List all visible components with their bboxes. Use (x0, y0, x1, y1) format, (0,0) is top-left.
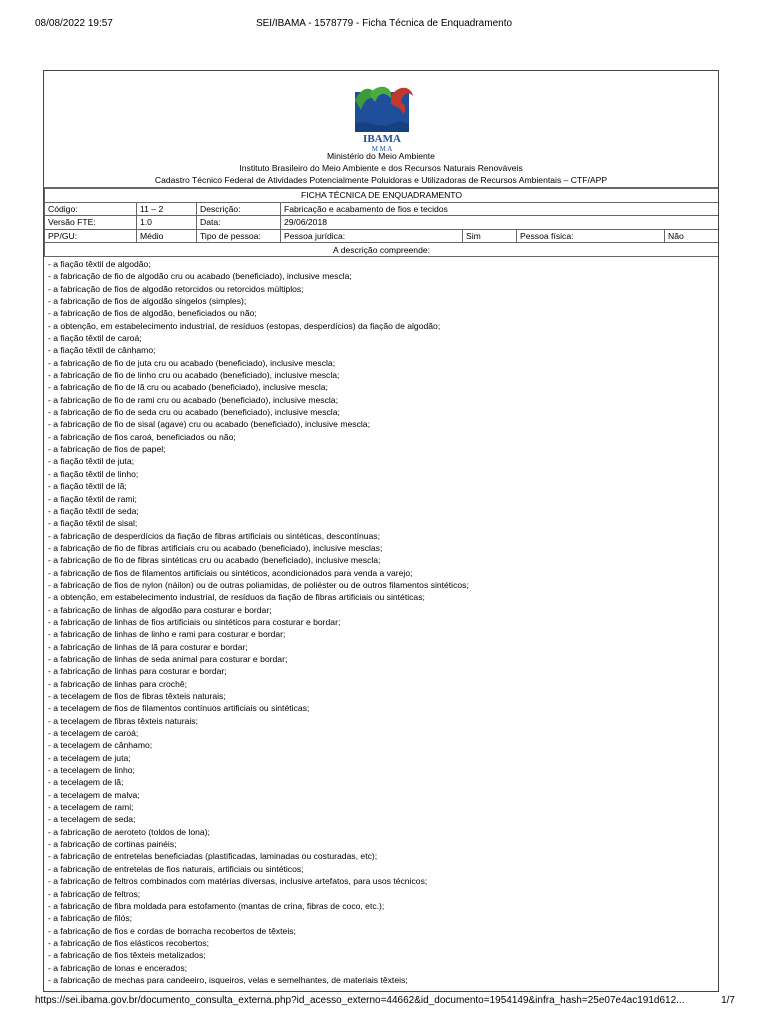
ppgu-value: Médio (137, 229, 197, 243)
print-header (0, 0, 768, 40)
data-value: 29/06/2018 (281, 216, 719, 230)
institute-line: Instituto Brasileiro do Meio Ambiente e dos Recursos Naturais Renováveis (239, 163, 523, 174)
list-item: - a fabricação de fios têxteis metalizados; (48, 950, 206, 961)
list-item: - a fabricação de entretelas de fios naturais, artificiais ou sintéticos; (48, 863, 304, 874)
list-item: - a tecelagem de seda; (48, 814, 136, 825)
list-item: - a fabricação de desperdícios da fiação de fibras artificiais ou sintéticas, descontínuas; (48, 530, 380, 541)
list-item: - a tecelagem de fios de filamentos contínuos artificiais ou sintéticas; (48, 703, 310, 714)
list-item: - a fabricação de lonas e encerados; (48, 962, 188, 973)
list-item: - a fabricação de fios de algodão retorcidos ou retorcidos múltiplos; (48, 283, 304, 294)
list-item: - a fabricação de linhas de fios artificiais ou sintéticos para costurar e bordar; (48, 616, 341, 627)
list-item: - a fabricação de fios elásticos recobertos; (48, 937, 209, 948)
ibama-logo (349, 80, 415, 152)
list-item: - a fabricação de fios de papel; (48, 444, 166, 455)
ppgu-label: PP/GU: (45, 229, 137, 243)
list-item: - a fabricação de linhas de seda animal para costurar e bordar; (48, 653, 288, 664)
organization-lines (44, 150, 718, 186)
list-item: - a fabricação de mechas para candeeiro, isqueiros, velas e semelhantes, de materiais têxteis; (48, 974, 408, 985)
list-item: - a fabricação de fios de filamentos artificiais ou sintéticos, acondicionados para venda a varejo; (48, 567, 413, 578)
list-item: - a fabricação de fio de rami cru ou acabado (beneficiado), inclusive mescla; (48, 394, 338, 405)
list-item: - a fabricação de fio de lã cru ou acabado (beneficiado), inclusive mescla; (48, 382, 328, 393)
list-item: - a fiação têxtil de caroá; (48, 333, 142, 344)
pessoa-juridica-value: Sim (463, 229, 517, 243)
logo-text: IBAMA (363, 133, 401, 145)
cadastro-line: Cadastro Técnico Federal de Atividades Potencialmente Poluidoras e Utilizadoras de Recursos Ambientais – CTF/APP (154, 175, 608, 186)
list-item: - a fabricação de fio de sisal (agave) cru ou acabado (beneficiado), inclusive mescla; (48, 419, 370, 430)
list-item: - a tecelagem de rami; (48, 802, 134, 813)
codigo-label: Código: (45, 202, 137, 216)
ficha-header-table (44, 188, 719, 257)
list-item: - a fiação têxtil de algodão; (48, 258, 151, 269)
list-item: - a obtenção, em estabelecimento industrial, de resíduos da fiação de fibras artificiais ou sintéticas; (48, 592, 425, 603)
list-item: - a fiação têxtil de rami; (48, 493, 137, 504)
list-item: - a tecelagem de cânhamo; (48, 740, 153, 751)
list-item: - a fabricação de fios de nylon (náilon) ou de outras poliamidas, de poliéster ou de outros filamentos sintéticos; (48, 579, 469, 590)
list-item: - a fiação têxtil de sisal; (48, 518, 138, 529)
list-item: - a fabricação de linhas de algodão para costurar e bordar; (48, 604, 272, 615)
list-item: - a fabricação de linhas para costurar e bordar; (48, 666, 227, 677)
list-item: - a obtenção, em estabelecimento industrial, de resíduos (estopas, desperdícios) da fiação de algodão; (48, 320, 441, 331)
list-item: - a fabricação de fios caroá, beneficiados ou não; (48, 431, 236, 442)
list-item: - a tecelagem de fios de fibras têxteis naturais; (48, 691, 226, 701)
ficha-title: FICHA TÉCNICA DE ENQUADRAMENTO (45, 189, 719, 203)
compreende-heading: A descrição compreende: (45, 243, 719, 257)
list-item: - a fabricação de fios de algodão, beneficiados ou não; (48, 308, 257, 319)
list-item: - a fabricação de filós; (48, 913, 133, 924)
list-item: - a fabricação de feltros; (48, 888, 141, 899)
list-item: - a fabricação de fios e cordas de borracha recobertos de têxteis; (48, 925, 296, 936)
list-item: - a fabricação de fio de fibras artificiais cru ou acabado (beneficiado), inclusive mesclas; (48, 542, 383, 553)
print-datetime: 08/08/2022 19:57 (35, 18, 113, 29)
print-url: https://sei.ibama.gov.br/documento_consulta_externa.php?id_acesso_externo=44662&id_documento=1954149&infra_hash=25e07e4ac191d612... (35, 995, 685, 1006)
list-item: - a fabricação de linhas de linho e rami para costurar e bordar; (48, 629, 286, 640)
list-item: - a tecelagem de linho; (48, 765, 135, 776)
list-item: - a tecelagem de juta; (48, 752, 131, 763)
list-item: - a fiação têxtil de cânhamo; (48, 345, 156, 356)
pessoa-juridica-label: Pessoa jurídica: (281, 229, 463, 243)
tipo-pessoa-label: Tipo de pessoa: (197, 229, 281, 243)
list-item: - a tecelagem de lã; (48, 777, 124, 788)
list-item: - a fabricação de aeroteto (toldos de lona); (48, 826, 210, 837)
list-item: - a fiação têxtil de linho; (48, 468, 139, 479)
logo-subtext: M M A (371, 145, 393, 152)
versao-label: Versão FTE: (45, 216, 137, 230)
list-item: - a fabricação de fio de fibras sintéticas cru ou acabado (beneficiado), inclusive mescla; (48, 555, 381, 566)
logo-block (44, 71, 718, 188)
list-item: - a tecelagem de caroá; (48, 728, 139, 739)
ministry-line: Ministério do Meio Ambiente (327, 151, 435, 161)
list-item: - a fabricação de fio de seda cru ou acabado (beneficiado), inclusive mescla; (48, 407, 340, 418)
descricao-value: Fabricação e acabamento de fios e tecidos (281, 202, 719, 216)
list-item: - a fabricação de feltros combinados com matérias diversas, inclusive artefatos, para usos técnicos; (48, 876, 428, 887)
codigo-value: 11 – 2 (137, 202, 197, 216)
print-footer (0, 995, 768, 1015)
data-label: Data: (197, 216, 281, 230)
page-number: 1/7 (721, 995, 735, 1006)
list-item: - a fabricação de fio de algodão cru ou acabado (beneficiado), inclusive mescla; (48, 271, 352, 282)
pessoa-fisica-label: Pessoa física: (517, 229, 665, 243)
list-item: - a fabricação de linhas para crochê; (48, 678, 188, 689)
list-item: - a fabricação de fio de juta cru ou acabado (beneficiado), inclusive mescla; (48, 357, 336, 368)
list-item: - a fabricação de fios de algodão singelos (simples); (48, 296, 247, 306)
pessoa-fisica-value: Não (665, 229, 719, 243)
document-frame (43, 70, 719, 992)
list-item: - a fabricação de entretelas beneficiadas (plastificadas, laminadas ou costuradas, etc); (48, 851, 378, 862)
list-item: - a fabricação de cortinas painéis; (48, 839, 177, 850)
list-item: - a fabricação de fio de linho cru ou acabado (beneficiado), inclusive mescla; (48, 370, 340, 381)
list-item: - a fabricação de linhas de lã para costurar e bordar; (48, 641, 248, 652)
list-item: - a fiação têxtil de lã; (48, 481, 127, 492)
versao-value: 1.0 (137, 216, 197, 230)
list-item: - a fabricação de fibra moldada para estofamento (mantas de crina, fibras de coco, etc.); (48, 900, 385, 911)
list-item: - a fiação têxtil de juta; (48, 456, 134, 467)
descricao-label: Descrição: (197, 202, 281, 216)
description-list (44, 257, 718, 986)
list-item: - a tecelagem de fibras têxteis naturais; (48, 715, 198, 726)
print-title: SEI/IBAMA - 1578779 - Ficha Técnica de Enquadramento (255, 18, 513, 29)
list-item: - a tecelagem de malva; (48, 789, 140, 800)
list-item: - a fiação têxtil de seda; (48, 505, 139, 516)
